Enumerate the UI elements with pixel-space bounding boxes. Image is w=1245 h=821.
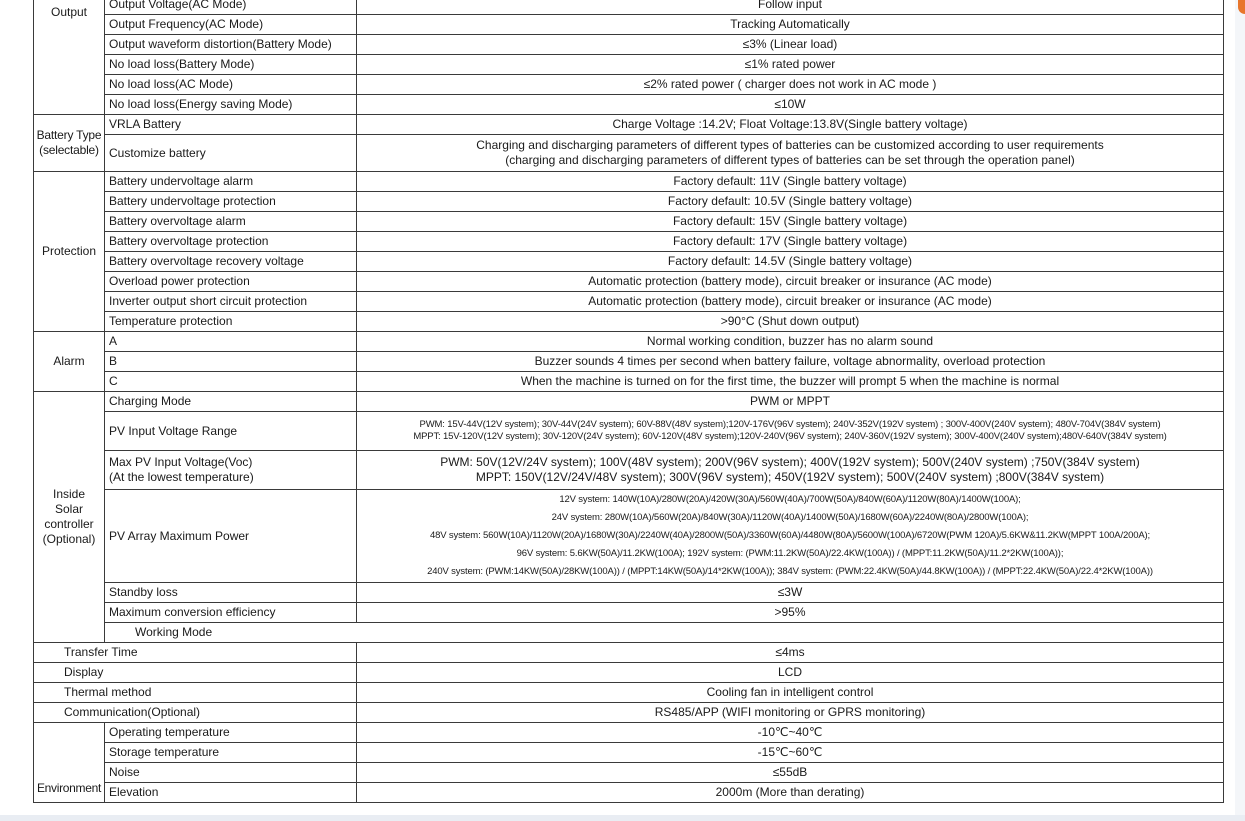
corner-accent	[1238, 0, 1245, 14]
spec-value: Buzzer sounds 4 times per second when battery failure, voltage abnormality, overload protection	[357, 352, 1224, 372]
spec-label: Working Mode	[105, 623, 1224, 643]
specification-table	[33, 0, 1224, 803]
table-row	[34, 603, 1224, 623]
spec-value: LCD	[357, 663, 1224, 683]
value-line: 12V system: 140W(10A)/280W(20A)/420W(30A)/560W(40A)/700W(50A)/840W(60A)/1120W(80A)/1400W(100A);	[559, 494, 1021, 505]
spec-value: Automatic protection (battery mode), circuit breaker or insurance (AC mode)	[357, 272, 1224, 292]
category-battery-type: Battery Type (selectable)	[34, 115, 105, 172]
table-row	[34, 0, 1224, 15]
spec-label: Overload power protection	[105, 272, 357, 292]
spec-label: No load loss(Battery Mode)	[105, 55, 357, 75]
spec-value: PWM or MPPT	[357, 392, 1224, 412]
spec-value: Factory default: 15V (Single battery voltage)	[357, 212, 1224, 232]
table-row	[34, 135, 1224, 172]
category-protection: Protection	[34, 172, 105, 332]
spec-label: C	[105, 372, 357, 392]
spec-label: Maximum conversion efficiency	[105, 603, 357, 623]
table-row	[34, 703, 1224, 723]
table-row	[34, 75, 1224, 95]
spec-value: -15℃~60℃	[357, 743, 1224, 763]
value-line: 240V system: (PWM:14KW(50A)/28KW(100A)) / (MPPT:14KW(50A)/14*2KW(100A)); 384V system: (PWM:22.4KW(50A)/44.8KW(100A)) / (MPPT:22.4KW(50A)/22.4*2KW(100A))	[427, 566, 1153, 577]
category-alarm: Alarm	[34, 332, 105, 392]
spec-value: ≤55dB	[357, 763, 1224, 783]
spec-label: B	[105, 352, 357, 372]
spec-label: Standby loss	[105, 583, 357, 603]
spec-value: 2000m (More than derating)	[357, 783, 1224, 803]
table-row	[34, 392, 1224, 412]
spec-value: ≤4ms	[357, 643, 1224, 663]
spec-label	[105, 451, 357, 490]
spec-label: Battery overvoltage recovery voltage	[105, 252, 357, 272]
spec-label: Charging Mode	[105, 392, 357, 412]
table-row	[34, 115, 1224, 135]
spec-value	[357, 451, 1224, 490]
spec-label: No load loss(Energy saving Mode)	[105, 95, 357, 115]
spec-label: Output Frequency(AC Mode)	[105, 15, 357, 35]
table-row	[34, 623, 1224, 643]
spec-value: Automatic protection (battery mode), circuit breaker or insurance (AC mode)	[357, 292, 1224, 312]
spec-label: A	[105, 332, 357, 352]
table-row	[34, 95, 1224, 115]
spec-label: PV Input Voltage Range	[105, 412, 357, 451]
spec-label: Battery undervoltage protection	[105, 192, 357, 212]
table-row	[34, 372, 1224, 392]
spec-value	[357, 490, 1224, 583]
spec-label: Communication(Optional)	[34, 703, 357, 723]
table-row	[34, 663, 1224, 683]
spec-value: Factory default: 10.5V (Single battery voltage)	[357, 192, 1224, 212]
spec-label: PV Array Maximum Power	[105, 490, 357, 583]
table-row	[34, 232, 1224, 252]
viewer-bottom-bar	[0, 815, 1245, 821]
spec-label: Temperature protection	[105, 312, 357, 332]
table-row	[34, 723, 1224, 743]
value-line: Charging and discharging parameters of different types of batteries can be customized according to user requirements	[476, 138, 1104, 152]
table-row	[34, 172, 1224, 192]
spec-value: ≤2% rated power ( charger does not work in AC mode )	[357, 75, 1224, 95]
table-row	[34, 272, 1224, 292]
table-row	[34, 743, 1224, 763]
spec-label: Battery overvoltage protection	[105, 232, 357, 252]
table-row	[34, 332, 1224, 352]
table-row	[34, 15, 1224, 35]
page-edge-strip	[1235, 0, 1245, 815]
spec-label: Inverter output short circuit protection	[105, 292, 357, 312]
spec-label: No load loss(AC Mode)	[105, 75, 357, 95]
table-row	[34, 212, 1224, 232]
table-row	[34, 252, 1224, 272]
spec-value: -10℃~40℃	[357, 723, 1224, 743]
table-row	[34, 643, 1224, 663]
spec-value: RS485/APP (WIFI monitoring or GPRS monitoring)	[357, 703, 1224, 723]
spec-value	[357, 135, 1224, 172]
spec-value: Factory default: 11V (Single battery voltage)	[357, 172, 1224, 192]
spec-label: Noise	[105, 763, 357, 783]
value-line: 24V system: 280W(10A)/560W(20A)/840W(30A)/1120W(40A)/1400W(50A)/1680W(60A)/2240W(80A)/2800W(100A);	[551, 512, 1029, 523]
spec-label: Output waveform distortion(Battery Mode)	[105, 35, 357, 55]
value-line: 48V system: 560W(10A)/1120W(20A)/1680W(30A)/2240W(40A)/2800W(50A)/3360W(60A)/4480W(80A)/5600W(100A)/6720W(PWM 120A)/5.6KW&11.2KW(MPPT 100A/200A);	[429, 530, 1151, 541]
spec-label: Output Voltage(AC Mode)	[105, 0, 357, 15]
spec-value: Normal working condition, buzzer has no alarm sound	[357, 332, 1224, 352]
value-line: (charging and discharging parameters of different types of batteries can be set through the operation panel)	[505, 153, 1075, 167]
spec-value: ≤3% (Linear load)	[357, 35, 1224, 55]
spec-label: Operating temperature	[105, 723, 357, 743]
category-output: Output	[34, 0, 105, 115]
spec-value: >95%	[357, 603, 1224, 623]
category-solar-controller: Inside Solar controller (Optional)	[34, 392, 105, 643]
value-line: MPPT: 15V-120V(12V system); 30V-120V(24V system); 60V-120V(48V system);120V-240V(96V system); 240V-360V(192V system); 300V-400V(240V system);480V-640V(384V system)	[413, 431, 1167, 442]
table-row	[34, 192, 1224, 212]
spec-label: Battery undervoltage alarm	[105, 172, 357, 192]
category-environment: Environment	[34, 723, 105, 803]
table-row	[34, 763, 1224, 783]
spec-label: Battery overvoltage alarm	[105, 212, 357, 232]
spec-value: Factory default: 17V (Single battery voltage)	[357, 232, 1224, 252]
spec-value: ≤1% rated power	[357, 55, 1224, 75]
spec-label: Transfer Time	[34, 643, 357, 663]
table-row	[34, 312, 1224, 332]
spec-label: Storage temperature	[105, 743, 357, 763]
table-row	[34, 683, 1224, 703]
value-line: PWM: 15V-44V(12V system); 30V-44V(24V system); 60V-88V(48V system);120V-176V(96V system); 240V-352V(192V system) ; 300V-400V(240V system); 480V-704V(384V system)	[419, 419, 1161, 430]
spec-value: Tracking Automatically	[357, 15, 1224, 35]
spec-label: Elevation	[105, 783, 357, 803]
spec-value: Follow input	[357, 0, 1224, 15]
label-line: (At the lowest temperature)	[109, 470, 254, 484]
table-row	[34, 783, 1224, 803]
table-row	[34, 412, 1224, 451]
spec-label: VRLA Battery	[105, 115, 357, 135]
table-row	[34, 292, 1224, 312]
value-line: PWM: 50V(12V/24V system); 100V(48V system); 200V(96V system); 400V(192V system); 500V(240V system) ;750V(384V system)	[440, 455, 1140, 469]
table-row	[34, 583, 1224, 603]
table-row	[34, 352, 1224, 372]
table-row	[34, 55, 1224, 75]
table-row	[34, 490, 1224, 583]
spec-label: Display	[34, 663, 357, 683]
label-line: Max PV Input Voltage(Voc)	[109, 455, 253, 469]
value-line: 96V system: 5.6KW(50A)/11.2KW(100A); 192V system: (PWM:11.2KW(50A)/22.4KW(100A)) / (MPPT:11.2KW(50A)/11.2*2KW(100A));	[516, 548, 1064, 559]
spec-value: Charge Voltage :14.2V; Float Voltage:13.8V(Single battery voltage)	[357, 115, 1224, 135]
spec-label: Customize battery	[105, 135, 357, 172]
spec-value: ≤10W	[357, 95, 1224, 115]
spec-value	[357, 412, 1224, 451]
table-row	[34, 451, 1224, 490]
spec-value: When the machine is turned on for the first time, the buzzer will prompt 5 when the machine is normal	[357, 372, 1224, 392]
spec-value: ≤3W	[357, 583, 1224, 603]
spec-label: Thermal method	[34, 683, 357, 703]
table-row	[34, 35, 1224, 55]
spec-value: Factory default: 14.5V (Single battery voltage)	[357, 252, 1224, 272]
value-line: MPPT: 150V(12V/24V/48V system); 300V(96V system); 450V(192V system); 500V(240V system) ;800V(384V system)	[475, 470, 1105, 484]
spec-value: Cooling fan in intelligent control	[357, 683, 1224, 703]
spec-value: >90°C (Shut down output)	[357, 312, 1224, 332]
